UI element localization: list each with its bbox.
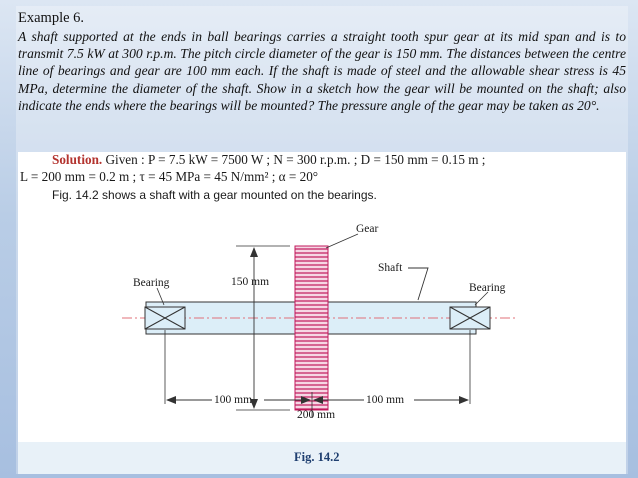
example-heading: Example 6. (18, 10, 85, 26)
figure-caption: Fig. 14.2 (294, 450, 340, 464)
problem-statement: A shaft supported at the ends in ball bearings carries a straight tooth spur gear at its mid span and is to transmit 7.5 kW at 300 r.p.m. The pitch circle diameter of the gear is 150 mm. The distances between the centre line of bearings and gear are 100 mm each. If the shaft is made of steel and the allowable shear stress is 45 MPa, determine the diameter of the shaft. Show in a sketch how the gear will be mounted on the shaft; also indicate the ends where the bearings will be mounted? The pressure angle of the gear may be taken as 20°. (18, 29, 626, 113)
left-span-label: 100 mm (214, 394, 253, 406)
solution-title: Solution. (52, 152, 103, 167)
left-bearing (145, 307, 185, 329)
right-bearing-label: Bearing (469, 282, 506, 294)
figure-intro: Fig. 14.2 shows a shaft with a gear mounted on the bearings. (52, 188, 377, 202)
total-span-label: 200 mm (297, 409, 336, 421)
spur-gear (295, 246, 328, 410)
left-bearing-label: Bearing (133, 277, 170, 289)
right-bearing (450, 307, 490, 329)
given-values-2: L = 200 mm = 0.2 m ; τ = 45 MPa = 45 N/mm² ; α = 20° (20, 169, 319, 184)
given-values-1: Given : P = 7.5 kW = 7500 W ; N = 300 r.p.m. ; D = 150 mm = 0.15 m ; (105, 152, 486, 167)
figure-caption-bar (18, 442, 626, 474)
shaft-label: Shaft (378, 262, 403, 274)
gear-label: Gear (356, 223, 379, 235)
solution-figure (18, 152, 626, 474)
gear-leader (326, 234, 358, 248)
right-span-label: 100 mm (366, 394, 405, 406)
gear-diameter-label: 150 mm (231, 276, 270, 288)
shaft-leader (408, 268, 428, 300)
shaft-gear-diagram (18, 152, 626, 442)
